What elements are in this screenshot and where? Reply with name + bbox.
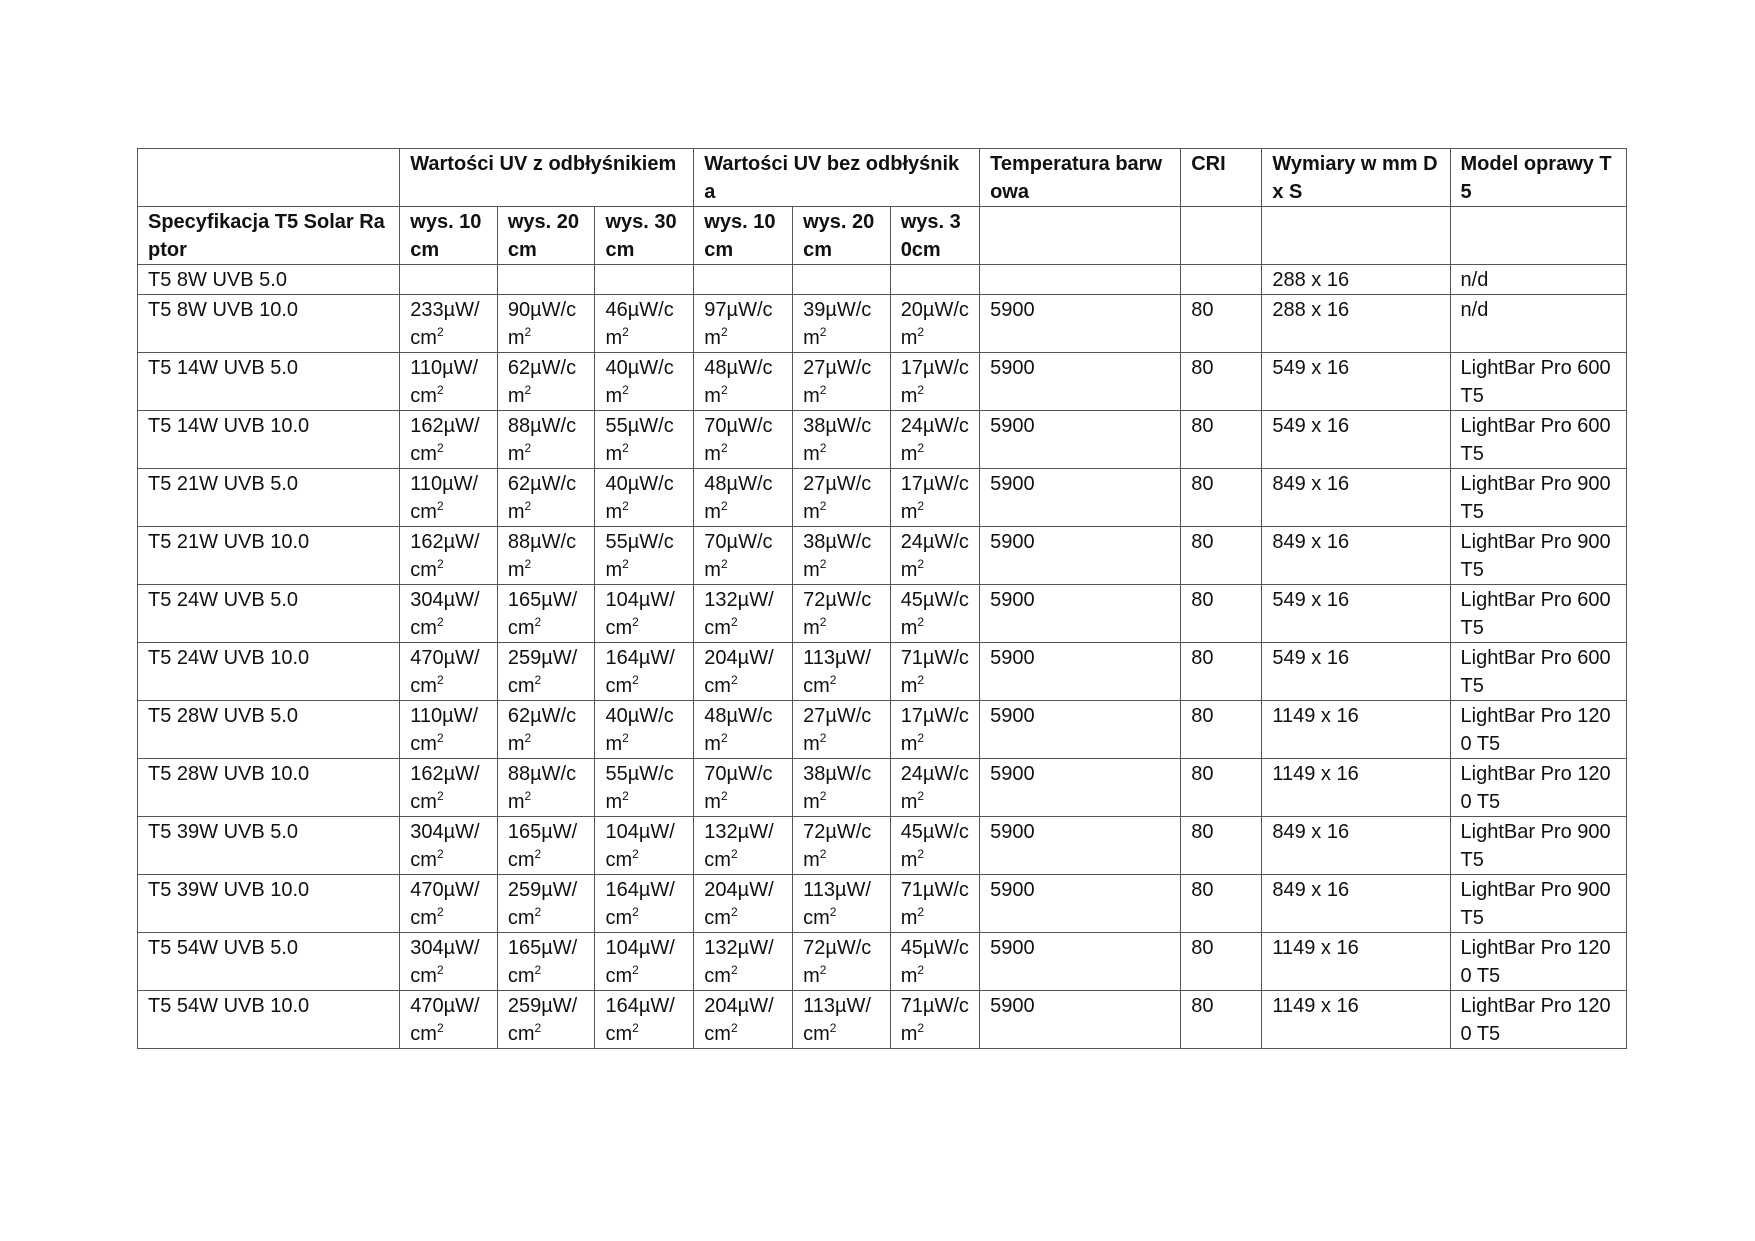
header-with-reflector: Wartości UV z odbłyśnikiem [400,149,694,207]
uv-value-cell: $132\mu W/cm^2$ [694,817,793,875]
superscript-2: 2 [524,557,532,571]
uv-value-cell: $71\mu W/cm^2$ [890,875,979,933]
uv-value-cell: $24\mu W/cm^2$ [890,411,979,469]
color-temperature-cell: 5900 [980,411,1181,469]
superscript-2: 2 [917,325,925,339]
uv-value-cell: $70\mu W/cm^2$ [694,411,793,469]
uv-value-cell: $48\mu W/cm^2$ [694,469,793,527]
table-row [138,411,1627,469]
fixture-model-cell: LightBar Pro 600 T5 [1450,643,1626,701]
superscript-2: 2 [534,673,542,687]
lamp-name-cell: T5 8W UVB 5.0 [138,265,400,295]
superscript-2: 2 [524,499,532,513]
uv-value-cell: $110\mu W/cm^2$ [400,353,498,411]
uv-value-cell: $17\mu W/cm^2$ [890,353,979,411]
uv-value-cell: $259\mu W/cm^2$ [497,643,595,701]
uv-value-cell: $39\mu W/cm^2$ [793,295,891,353]
table-row [138,875,1627,933]
superscript-2: 2 [917,847,925,861]
superscript-2: 2 [819,383,827,397]
superscript-2: 2 [917,441,925,455]
superscript-2: 2 [720,789,728,803]
table-row [138,991,1627,1049]
superscript-2: 2 [524,325,532,339]
uv-value-cell: $55\mu W/cm^2$ [595,759,694,817]
superscript-2: 2 [819,847,827,861]
dimensions-cell: 849 x 16 [1262,469,1450,527]
table-row [138,469,1627,527]
uv-value-cell: $165\mu W/cm^2$ [497,817,595,875]
color-temperature-cell: 5900 [980,759,1181,817]
fixture-model-cell: LightBar Pro 600 T5 [1450,411,1626,469]
superscript-2: 2 [720,441,728,455]
table-row [138,585,1627,643]
uv-value-cell: $259\mu W/cm^2$ [497,875,595,933]
superscript-2: 2 [917,499,925,513]
lamp-name-cell: T5 21W UVB 10.0 [138,527,400,585]
superscript-2: 2 [436,499,444,513]
cri-cell: 80 [1181,469,1262,527]
uv-value-cell: $71\mu W/cm^2$ [890,643,979,701]
uv-value-cell: $71\mu W/cm^2$ [890,991,979,1049]
header-empty-cell [1181,207,1262,265]
uv-value-cell: $20\mu W/cm^2$ [890,295,979,353]
uv-value-cell: $38\mu W/cm^2$ [793,527,891,585]
uv-value-cell: $165\mu W/cm^2$ [497,585,595,643]
fixture-model-cell: n/d [1450,265,1626,295]
uv-value-cell: $113\mu W/cm^2$ [793,875,891,933]
uv-value-cell: $48\mu W/cm^2$ [694,701,793,759]
uv-value-cell: $162\mu W/cm^2$ [400,527,498,585]
superscript-2: 2 [819,325,827,339]
uv-value-cell: $45\mu W/cm^2$ [890,933,979,991]
superscript-2: 2 [819,441,827,455]
superscript-2: 2 [622,557,629,571]
uv-value-cell: $70\mu W/cm^2$ [694,759,793,817]
cri-cell: 80 [1181,527,1262,585]
header-height-20cm-no-reflector: wys. 20cm [793,207,891,265]
uv-value-cell: $204\mu W/cm^2$ [694,991,793,1049]
cri-cell: 80 [1181,411,1262,469]
superscript-2: 2 [632,673,639,687]
cri-cell: 80 [1181,295,1262,353]
superscript-2: 2 [524,441,532,455]
dimensions-cell: 549 x 16 [1262,585,1450,643]
uv-value-cell: $17\mu W/cm^2$ [890,469,979,527]
uv-value-cell: $132\mu W/cm^2$ [694,933,793,991]
uv-value-cell: $55\mu W/cm^2$ [595,411,694,469]
header-dimensions: Wymiary w mm D x S [1262,149,1450,207]
dimensions-cell: 288 x 16 [1262,295,1450,353]
uv-value-cell: $164\mu W/cm^2$ [595,875,694,933]
uv-value-cell: $164\mu W/cm^2$ [595,991,694,1049]
uv-value-cell: $104\mu W/cm^2$ [595,585,694,643]
header-empty-cell [1450,207,1626,265]
uv-value-cell: $40\mu W/cm^2$ [595,469,694,527]
header-empty-cell [138,149,400,207]
superscript-2: 2 [622,789,629,803]
spec-table [137,148,1627,1049]
uv-value-cell: $38\mu W/cm^2$ [793,759,891,817]
cri-cell: 80 [1181,759,1262,817]
uv-value-cell: $46\mu W/cm^2$ [595,295,694,353]
superscript-2: 2 [917,1021,925,1035]
dimensions-cell: 849 x 16 [1262,817,1450,875]
superscript-2: 2 [534,1021,542,1035]
cri-cell: 80 [1181,585,1262,643]
superscript-2: 2 [720,731,728,745]
color-temperature-cell: 5900 [980,875,1181,933]
dimensions-cell: 1149 x 16 [1262,933,1450,991]
header-empty-cell [980,207,1181,265]
uv-value-cell: $259\mu W/cm^2$ [497,991,595,1049]
superscript-2: 2 [730,673,738,687]
color-temperature-cell: 5900 [980,527,1181,585]
fixture-model-cell: LightBar Pro 900 T5 [1450,875,1626,933]
uv-value-cell: $70\mu W/cm^2$ [694,527,793,585]
superscript-2: 2 [632,615,639,629]
superscript-2: 2 [436,441,444,455]
superscript-2: 2 [917,731,925,745]
uv-value-cell: $204\mu W/cm^2$ [694,643,793,701]
dimensions-cell: 288 x 16 [1262,265,1450,295]
uv-value-cell: $110\mu W/cm^2$ [400,701,498,759]
dimensions-cell: 1149 x 16 [1262,991,1450,1049]
superscript-2: 2 [917,673,925,687]
uv-value-cell [793,265,891,295]
header-without-reflector: Wartości UV bez odbłyśnika [694,149,980,207]
fixture-model-cell: LightBar Pro 1200 T5 [1450,759,1626,817]
superscript-2: 2 [534,905,542,919]
uv-value-cell: $104\mu W/cm^2$ [595,933,694,991]
table-row [138,817,1627,875]
table-row [138,295,1627,353]
fixture-model-cell: LightBar Pro 900 T5 [1450,817,1626,875]
superscript-2: 2 [524,731,532,745]
header-height-30cm-reflector: wys. 30cm [595,207,694,265]
lamp-name-cell: T5 8W UVB 10.0 [138,295,400,353]
header-empty-cell [1262,207,1450,265]
superscript-2: 2 [720,499,728,513]
uv-value-cell: $24\mu W/cm^2$ [890,759,979,817]
uv-value-cell: $113\mu W/cm^2$ [793,643,891,701]
fixture-model-cell: n/d [1450,295,1626,353]
fixture-model-cell: LightBar Pro 1200 T5 [1450,933,1626,991]
color-temperature-cell: 5900 [980,469,1181,527]
superscript-2: 2 [720,325,728,339]
dimensions-cell: 549 x 16 [1262,353,1450,411]
uv-value-cell: $27\mu W/cm^2$ [793,701,891,759]
superscript-2: 2 [632,847,639,861]
uv-value-cell: $48\mu W/cm^2$ [694,353,793,411]
superscript-2: 2 [436,1021,444,1035]
uv-value-cell: $162\mu W/cm^2$ [400,759,498,817]
superscript-2: 2 [436,789,444,803]
uv-value-cell: $164\mu W/cm^2$ [595,643,694,701]
superscript-2: 2 [917,557,925,571]
superscript-2: 2 [819,499,827,513]
lamp-name-cell: T5 24W UVB 5.0 [138,585,400,643]
superscript-2: 2 [632,963,639,977]
lamp-name-cell: T5 24W UVB 10.0 [138,643,400,701]
header-color-temperature: Temperatura barwowa [980,149,1181,207]
superscript-2: 2 [730,847,738,861]
uv-value-cell: $24\mu W/cm^2$ [890,527,979,585]
uv-value-cell: $132\mu W/cm^2$ [694,585,793,643]
cri-cell: 80 [1181,643,1262,701]
uv-value-cell: $304\mu W/cm^2$ [400,817,498,875]
table-row [138,701,1627,759]
uv-value-cell: $90\mu W/cm^2$ [497,295,595,353]
uv-value-cell: $45\mu W/cm^2$ [890,585,979,643]
superscript-2: 2 [917,615,925,629]
superscript-2: 2 [534,963,542,977]
uv-value-cell: $62\mu W/cm^2$ [497,353,595,411]
uv-value-cell: $45\mu W/cm^2$ [890,817,979,875]
uv-value-cell: $88\mu W/cm^2$ [497,759,595,817]
superscript-2: 2 [730,615,738,629]
uv-value-cell: $17\mu W/cm^2$ [890,701,979,759]
header-row-heights [138,207,1627,265]
uv-value-cell: $72\mu W/cm^2$ [793,933,891,991]
superscript-2: 2 [819,963,827,977]
uv-value-cell: $27\mu W/cm^2$ [793,469,891,527]
table-row [138,759,1627,817]
dimensions-cell: 1149 x 16 [1262,759,1450,817]
cri-cell: 80 [1181,933,1262,991]
superscript-2: 2 [720,557,728,571]
uv-value-cell: $110\mu W/cm^2$ [400,469,498,527]
dimensions-cell: 549 x 16 [1262,411,1450,469]
superscript-2: 2 [622,731,629,745]
superscript-2: 2 [819,789,827,803]
uv-value-cell [694,265,793,295]
superscript-2: 2 [632,905,639,919]
superscript-2: 2 [436,731,444,745]
superscript-2: 2 [622,325,629,339]
superscript-2: 2 [622,441,629,455]
dimensions-cell: 1149 x 16 [1262,701,1450,759]
superscript-2: 2 [819,557,827,571]
cri-cell: 80 [1181,701,1262,759]
color-temperature-cell: 5900 [980,701,1181,759]
uv-value-cell [497,265,595,295]
superscript-2: 2 [622,383,629,397]
color-temperature-cell: 5900 [980,295,1181,353]
superscript-2: 2 [917,789,925,803]
lamp-name-cell: T5 14W UVB 5.0 [138,353,400,411]
cri-cell: 80 [1181,817,1262,875]
cri-cell: 80 [1181,875,1262,933]
uv-value-cell: $470\mu W/cm^2$ [400,875,498,933]
uv-value-cell [890,265,979,295]
fixture-model-cell: LightBar Pro 600 T5 [1450,585,1626,643]
uv-value-cell: $104\mu W/cm^2$ [595,817,694,875]
superscript-2: 2 [436,325,444,339]
superscript-2: 2 [436,615,444,629]
fixture-model-cell: LightBar Pro 1200 T5 [1450,991,1626,1049]
uv-value-cell: $304\mu W/cm^2$ [400,933,498,991]
uv-value-cell: $38\mu W/cm^2$ [793,411,891,469]
uv-value-cell: $470\mu W/cm^2$ [400,991,498,1049]
lamp-name-cell: T5 39W UVB 5.0 [138,817,400,875]
superscript-2: 2 [436,557,444,571]
cri-cell: 80 [1181,991,1262,1049]
superscript-2: 2 [730,963,738,977]
uv-value-cell: $62\mu W/cm^2$ [497,701,595,759]
cri-cell [1181,265,1262,295]
superscript-2: 2 [917,905,925,919]
superscript-2: 2 [829,673,837,687]
superscript-2: 2 [436,383,444,397]
superscript-2: 2 [819,731,827,745]
uv-value-cell: $162\mu W/cm^2$ [400,411,498,469]
header-spec-label: Specyfikacja T5 Solar Raptor [138,207,400,265]
header-row-groups [138,149,1627,207]
superscript-2: 2 [819,615,827,629]
color-temperature-cell: 5900 [980,817,1181,875]
header-height-20cm-reflector: wys. 20cm [497,207,595,265]
color-temperature-cell: 5900 [980,643,1181,701]
uv-value-cell: $470\mu W/cm^2$ [400,643,498,701]
superscript-2: 2 [524,789,532,803]
superscript-2: 2 [436,963,444,977]
uv-value-cell: $204\mu W/cm^2$ [694,875,793,933]
lamp-name-cell: T5 14W UVB 10.0 [138,411,400,469]
table-row [138,527,1627,585]
table-row [138,643,1627,701]
uv-value-cell: $72\mu W/cm^2$ [793,817,891,875]
superscript-2: 2 [534,847,542,861]
color-temperature-cell: 5900 [980,991,1181,1049]
superscript-2: 2 [534,615,542,629]
dimensions-cell: 849 x 16 [1262,527,1450,585]
dimensions-cell: 849 x 16 [1262,875,1450,933]
uv-value-cell: $72\mu W/cm^2$ [793,585,891,643]
superscript-2: 2 [436,847,444,861]
color-temperature-cell: 5900 [980,353,1181,411]
header-height-10cm-reflector: wys. 10cm [400,207,498,265]
lamp-name-cell: T5 39W UVB 10.0 [138,875,400,933]
uv-value-cell [400,265,498,295]
fixture-model-cell: LightBar Pro 600 T5 [1450,353,1626,411]
uv-value-cell: $233\mu W/cm^2$ [400,295,498,353]
lamp-name-cell: T5 54W UVB 5.0 [138,933,400,991]
superscript-2: 2 [436,905,444,919]
superscript-2: 2 [720,383,728,397]
superscript-2: 2 [829,905,837,919]
fixture-model-cell: LightBar Pro 1200 T5 [1450,701,1626,759]
header-height-30cm-no-reflector: wys. 30cm [890,207,979,265]
uv-value-cell: $40\mu W/cm^2$ [595,701,694,759]
superscript-2: 2 [730,905,738,919]
uv-value-cell: $40\mu W/cm^2$ [595,353,694,411]
header-fixture-model: Model oprawy T5 [1450,149,1626,207]
uv-value-cell: $55\mu W/cm^2$ [595,527,694,585]
table-row [138,265,1627,295]
color-temperature-cell: 5900 [980,933,1181,991]
superscript-2: 2 [829,1021,837,1035]
superscript-2: 2 [436,673,444,687]
table-row [138,933,1627,991]
uv-value-cell: $113\mu W/cm^2$ [793,991,891,1049]
fixture-model-cell: LightBar Pro 900 T5 [1450,469,1626,527]
superscript-2: 2 [917,383,925,397]
uv-value-cell: $97\mu W/cm^2$ [694,295,793,353]
header-cri: CRI [1181,149,1262,207]
lamp-name-cell: T5 28W UVB 10.0 [138,759,400,817]
uv-value-cell: $27\mu W/cm^2$ [793,353,891,411]
superscript-2: 2 [524,383,532,397]
uv-value-cell: $62\mu W/cm^2$ [497,469,595,527]
dimensions-cell: 549 x 16 [1262,643,1450,701]
cri-cell: 80 [1181,353,1262,411]
uv-value-cell: $165\mu W/cm^2$ [497,933,595,991]
header-height-10cm-no-reflector: wys. 10cm [694,207,793,265]
uv-value-cell: $304\mu W/cm^2$ [400,585,498,643]
uv-value-cell: $88\mu W/cm^2$ [497,411,595,469]
color-temperature-cell [980,265,1181,295]
fixture-model-cell: LightBar Pro 900 T5 [1450,527,1626,585]
lamp-name-cell: T5 54W UVB 10.0 [138,991,400,1049]
superscript-2: 2 [622,499,629,513]
superscript-2: 2 [730,1021,738,1035]
superscript-2: 2 [632,1021,639,1035]
color-temperature-cell: 5900 [980,585,1181,643]
uv-value-cell [595,265,694,295]
table-row [138,353,1627,411]
superscript-2: 2 [917,963,925,977]
lamp-name-cell: T5 21W UVB 5.0 [138,469,400,527]
uv-value-cell: $88\mu W/cm^2$ [497,527,595,585]
lamp-name-cell: T5 28W UVB 5.0 [138,701,400,759]
